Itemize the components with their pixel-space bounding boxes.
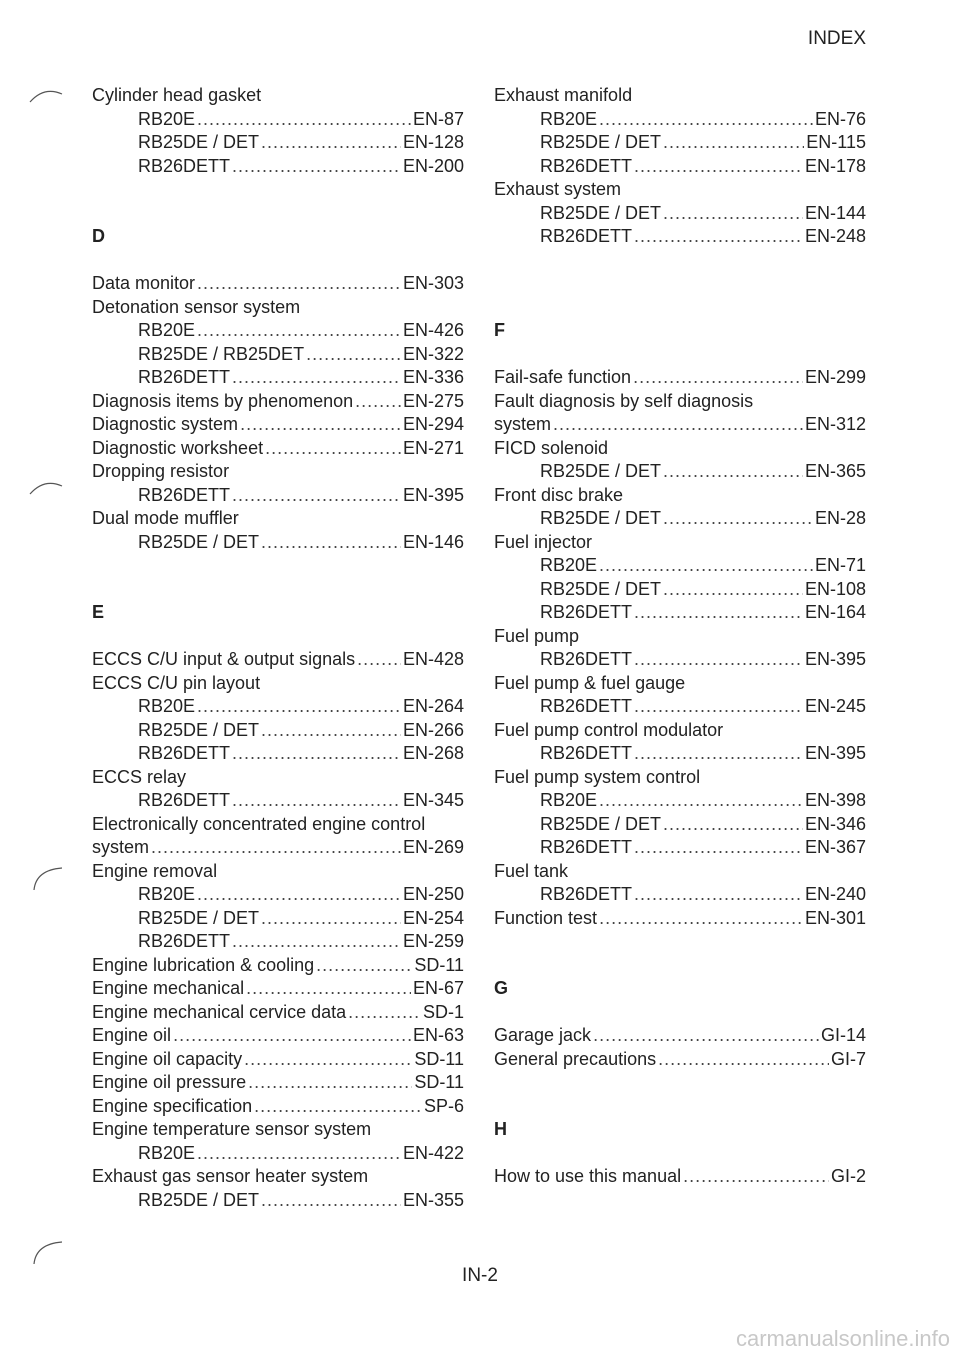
dot-leader	[683, 1165, 829, 1189]
index-group-label: Engine removal	[92, 860, 218, 881]
dot-leader	[663, 507, 813, 531]
dot-leader	[197, 695, 401, 719]
dot-leader	[197, 1142, 401, 1166]
entry-page-ref: EN-365	[804, 461, 866, 481]
dot-leader	[553, 413, 803, 437]
dot-leader	[197, 883, 401, 907]
dot-leader	[316, 954, 412, 978]
entry-page-ref: GI-14	[820, 1025, 866, 1045]
spacer	[494, 272, 866, 296]
index-column-right	[494, 84, 866, 1189]
index-entry	[494, 413, 866, 437]
index-sub-entry	[92, 883, 464, 907]
index-entry	[92, 1001, 464, 1025]
spacer	[494, 343, 866, 367]
index-entry	[92, 390, 464, 414]
dot-leader	[248, 1071, 412, 1095]
entry-page-ref: EN-426	[402, 320, 464, 340]
entry-page-ref: EN-301	[804, 907, 866, 928]
index-group-label: ECCS relay	[92, 766, 187, 787]
entry-label: RB26DETT	[540, 602, 633, 622]
index-sub-entry	[92, 930, 464, 954]
entry-page-ref: EN-398	[804, 790, 866, 810]
dot-leader	[306, 343, 401, 367]
spacer	[92, 249, 464, 273]
index-group-label: Fuel pump & fuel gauge	[494, 672, 686, 693]
entry-page-ref: EN-275	[402, 390, 464, 411]
dot-leader	[261, 1189, 401, 1213]
dot-leader	[593, 1024, 819, 1048]
dot-leader	[663, 460, 803, 484]
entry-label: RB26DETT	[540, 226, 633, 246]
section-letter-heading: F	[494, 320, 505, 340]
entry-label: RB25DE / DET	[138, 1189, 260, 1210]
spacer	[92, 578, 464, 602]
entry-label: RB20E	[138, 320, 196, 340]
spacer	[92, 554, 464, 578]
entry-page-ref: SD-11	[414, 954, 464, 975]
dot-leader	[663, 131, 804, 155]
index-entry	[92, 437, 464, 461]
index-sub-entry	[92, 907, 464, 931]
entry-label: RB26DETT	[138, 931, 231, 951]
dot-leader	[261, 719, 401, 743]
entry-label: RB20E	[138, 1142, 196, 1163]
entry-page-ref: EN-303	[402, 273, 464, 293]
entry-page-ref: EN-322	[402, 343, 464, 364]
entry-page-ref: EN-294	[402, 414, 464, 434]
dot-leader	[634, 648, 803, 672]
index-sub-entry	[494, 695, 866, 719]
dot-leader	[232, 366, 401, 390]
entry-page-ref: EN-146	[402, 531, 464, 552]
dot-leader	[348, 1001, 421, 1025]
index-sub-entry	[92, 1142, 464, 1166]
index-sub-entry	[92, 131, 464, 155]
dot-leader	[232, 930, 401, 954]
entry-label: Engine oil	[92, 1025, 172, 1045]
index-sub-entry	[92, 742, 464, 766]
entry-page-ref: EN-395	[402, 484, 464, 505]
entry-label: RB26DETT	[540, 155, 633, 176]
entry-label: RB20E	[540, 790, 598, 810]
spacer	[494, 954, 866, 978]
entry-label: RB20E	[540, 108, 598, 129]
entry-page-ref: EN-87	[412, 108, 464, 129]
dot-leader	[197, 108, 411, 132]
watermark: carmanualsonline.info	[735, 1326, 950, 1351]
index-group-label: Fuel tank	[494, 860, 569, 881]
index-group-label: Dropping resistor	[92, 461, 230, 481]
entry-page-ref: EN-345	[402, 790, 464, 810]
entry-label: Data monitor	[92, 273, 196, 293]
section-letter-heading: E	[92, 602, 105, 622]
section-letter-heading: G	[494, 978, 509, 998]
entry-page-ref: EN-248	[804, 226, 866, 246]
dot-leader	[599, 789, 803, 813]
spacer	[92, 178, 464, 202]
index-entry	[92, 272, 464, 296]
entry-page-ref: GI-7	[830, 1048, 866, 1069]
index-sub-entry	[494, 202, 866, 226]
entry-page-ref: EN-346	[804, 813, 866, 834]
dot-leader	[265, 437, 401, 461]
index-sub-entry	[92, 719, 464, 743]
index-group-label: Fuel pump	[494, 625, 580, 646]
dot-leader	[355, 390, 401, 414]
index-entry	[494, 1165, 866, 1189]
dot-leader	[197, 272, 401, 296]
entry-label: ECCS C/U input & output signals	[92, 649, 356, 669]
dot-leader	[151, 836, 401, 860]
dot-leader	[599, 554, 813, 578]
index-sub-entry	[92, 484, 464, 508]
entry-page-ref: EN-115	[806, 132, 866, 152]
entry-page-ref: EN-266	[402, 719, 464, 740]
index-sub-entry	[92, 1189, 464, 1213]
index-sub-entry	[494, 225, 866, 249]
index-sub-entry	[92, 789, 464, 813]
index-group-label: Front disc brake	[494, 484, 624, 505]
entry-label: RB25DE / DET	[540, 508, 662, 528]
entry-page-ref: EN-200	[402, 155, 464, 176]
entry-label: RB25DE / DET	[540, 813, 662, 834]
dot-leader	[634, 742, 803, 766]
index-group-label: Engine temperature sensor system	[92, 1119, 372, 1139]
entry-label: Engine lubrication & cooling	[92, 954, 315, 975]
entry-label: Diagnostic system	[92, 414, 239, 434]
index-group-label: Exhaust system	[494, 179, 622, 199]
entry-page-ref: SD-11	[414, 1048, 464, 1069]
entry-page-ref: EN-250	[402, 884, 464, 904]
entry-page-ref: EN-271	[402, 437, 464, 458]
index-group-label: Dual mode muffler	[92, 508, 239, 528]
dot-leader	[634, 836, 803, 860]
entry-page-ref: GI-2	[830, 1166, 866, 1186]
entry-label: RB25DE / RB25DET	[138, 343, 305, 364]
index-entry	[92, 648, 464, 672]
spacer	[92, 202, 464, 226]
entry-label: RB20E	[540, 555, 598, 575]
entry-label: system	[494, 414, 552, 434]
spacer	[494, 249, 866, 273]
dot-leader	[244, 1048, 412, 1072]
index-sub-entry	[92, 343, 464, 367]
entry-label: RB25DE / DET	[540, 132, 662, 152]
entry-page-ref: EN-428	[402, 649, 464, 669]
binder-hole-mark	[28, 862, 66, 892]
index-entry	[494, 907, 866, 931]
entry-label: Diagnostic worksheet	[92, 437, 264, 458]
index-group-label: Cylinder head gasket	[92, 85, 262, 105]
entry-label: RB25DE / DET	[138, 132, 260, 152]
entry-page-ref: SD-1	[422, 1001, 464, 1022]
entry-page-ref: EN-108	[804, 578, 866, 599]
dot-leader	[232, 789, 401, 813]
entry-page-ref: EN-395	[804, 649, 866, 669]
dot-leader	[663, 813, 803, 837]
entry-label: How to use this manual	[494, 1166, 682, 1186]
index-group-label: Electronically concentrated engine control	[92, 813, 426, 834]
binder-hole-mark	[28, 1236, 66, 1266]
entry-label: RB25DE / DET	[138, 531, 260, 552]
index-sub-entry	[494, 601, 866, 625]
entry-page-ref: EN-422	[402, 1142, 464, 1163]
index-entry	[494, 1048, 866, 1072]
entry-page-ref: EN-395	[804, 743, 866, 763]
entry-page-ref: EN-269	[402, 837, 464, 857]
index-group-label: Fuel pump control modulator	[494, 719, 724, 740]
spacer	[494, 1095, 866, 1119]
index-entry	[92, 1048, 464, 1072]
index-group-label: Exhaust gas sensor heater system	[92, 1166, 369, 1186]
dot-leader	[254, 1095, 422, 1119]
dot-leader	[261, 531, 401, 555]
entry-label: Engine oil pressure	[92, 1072, 247, 1092]
index-entry	[494, 366, 866, 390]
dot-leader	[246, 977, 411, 1001]
dot-leader	[599, 907, 803, 931]
entry-label: Garage jack	[494, 1025, 592, 1045]
dot-leader	[197, 319, 401, 343]
index-sub-entry	[494, 108, 866, 132]
index-group-label: Exhaust manifold	[494, 85, 633, 105]
binder-hole-mark	[28, 476, 66, 506]
entry-page-ref: EN-336	[402, 367, 464, 387]
dot-leader	[232, 484, 401, 508]
index-group-label: Fault diagnosis by self diagnosis	[494, 390, 754, 411]
dot-leader	[663, 578, 803, 602]
entry-label: RB26DETT	[138, 155, 231, 176]
entry-page-ref: SP-6	[423, 1095, 464, 1116]
entry-page-ref: EN-264	[402, 696, 464, 716]
entry-page-ref: EN-67	[412, 978, 464, 998]
entry-label: General precautions	[494, 1048, 657, 1069]
index-sub-entry	[92, 155, 464, 179]
entry-label: RB20E	[138, 108, 196, 129]
entry-page-ref: EN-76	[814, 108, 866, 129]
entry-label: RB26DETT	[138, 743, 231, 763]
dot-leader	[663, 202, 803, 226]
index-entry	[92, 1095, 464, 1119]
entry-label: system	[92, 837, 150, 857]
index-sub-entry	[494, 578, 866, 602]
index-sub-entry	[494, 813, 866, 837]
dot-leader	[658, 1048, 829, 1072]
entry-label: RB25DE / DET	[138, 719, 260, 740]
entry-label: RB25DE / DET	[138, 907, 260, 928]
index-sub-entry	[494, 131, 866, 155]
entry-page-ref: EN-245	[804, 696, 866, 716]
spacer	[92, 625, 464, 649]
dot-leader	[173, 1024, 411, 1048]
index-sub-entry	[494, 155, 866, 179]
dot-leader	[261, 131, 401, 155]
dot-leader	[634, 695, 803, 719]
entry-label: RB26DETT	[540, 837, 633, 857]
index-group-label: Detonation sensor system	[92, 296, 301, 317]
entry-page-ref: EN-299	[804, 367, 866, 387]
dot-leader	[357, 648, 401, 672]
spacer	[494, 1142, 866, 1166]
index-column-left	[92, 84, 464, 1212]
index-group-label: ECCS C/U pin layout	[92, 672, 261, 693]
entry-label: RB26DETT	[540, 743, 633, 763]
entry-page-ref: EN-268	[402, 743, 464, 763]
dot-leader	[232, 742, 401, 766]
index-sub-entry	[92, 695, 464, 719]
dot-leader	[634, 155, 803, 179]
section-letter-heading: D	[92, 226, 105, 246]
dot-leader	[261, 907, 401, 931]
entry-label: Diagnosis items by phenomenon	[92, 390, 354, 411]
index-sub-entry	[92, 108, 464, 132]
dot-leader	[634, 883, 803, 907]
entry-page-ref: EN-144	[804, 202, 866, 223]
dot-leader	[633, 366, 803, 390]
entry-label: RB26DETT	[540, 696, 633, 716]
section-letter-heading: H	[494, 1119, 507, 1139]
index-entry	[92, 1024, 464, 1048]
dot-leader	[634, 225, 803, 249]
entry-page-ref: EN-178	[804, 155, 866, 176]
entry-label: RB26DETT	[540, 884, 633, 904]
index-group-label: Fuel injector	[494, 531, 593, 552]
entry-page-ref: EN-240	[804, 884, 866, 904]
index-entry	[92, 977, 464, 1001]
index-sub-entry	[92, 319, 464, 343]
dot-leader	[240, 413, 401, 437]
entry-label: RB26DETT	[138, 367, 231, 387]
spacer	[494, 1071, 866, 1095]
index-entry	[92, 413, 464, 437]
entry-label: RB25DE / DET	[540, 578, 662, 599]
index-sub-entry	[494, 554, 866, 578]
entry-label: RB25DE / DET	[540, 461, 662, 481]
entry-page-ref: EN-28	[814, 508, 866, 528]
entry-page-ref: EN-259	[402, 931, 464, 951]
entry-label: RB26DETT	[138, 484, 231, 505]
entry-page-ref: EN-71	[814, 555, 866, 575]
index-entry	[92, 1071, 464, 1095]
dot-leader	[634, 601, 803, 625]
entry-label: RB26DETT	[540, 649, 633, 669]
dot-leader	[599, 108, 813, 132]
dot-leader	[232, 155, 401, 179]
index-sub-entry	[494, 742, 866, 766]
entry-label: Engine oil capacity	[92, 1048, 243, 1069]
page-number: IN-2	[462, 1265, 498, 1286]
entry-page-ref: EN-355	[402, 1189, 464, 1210]
index-entry	[92, 836, 464, 860]
index-sub-entry	[494, 883, 866, 907]
index-entry	[494, 1024, 866, 1048]
spacer	[494, 1001, 866, 1025]
entry-page-ref: SD-11	[414, 1072, 464, 1092]
entry-page-ref: EN-254	[402, 907, 464, 928]
entry-label: RB20E	[138, 884, 196, 904]
entry-label: RB25DE / DET	[540, 202, 662, 223]
index-group-label: Fuel pump system control	[494, 766, 701, 787]
spacer	[494, 930, 866, 954]
entry-page-ref: EN-128	[402, 132, 464, 152]
index-sub-entry	[92, 531, 464, 555]
binder-hole-mark	[28, 84, 66, 114]
spacer	[494, 296, 866, 320]
entry-page-ref: EN-367	[804, 837, 866, 857]
page-header-title: INDEX	[807, 28, 866, 49]
index-sub-entry	[92, 366, 464, 390]
index-entry	[92, 954, 464, 978]
index-sub-entry	[494, 836, 866, 860]
entry-page-ref: EN-164	[804, 602, 866, 622]
entry-label: Engine specification	[92, 1095, 253, 1116]
entry-page-ref: EN-63	[412, 1025, 464, 1045]
entry-label: Engine mechanical	[92, 978, 245, 998]
entry-label: Fail-safe function	[494, 367, 632, 387]
entry-label: RB20E	[138, 696, 196, 716]
entry-label: Engine mechanical cervice data	[92, 1001, 347, 1022]
index-sub-entry	[494, 789, 866, 813]
index-sub-entry	[494, 460, 866, 484]
index-sub-entry	[494, 648, 866, 672]
entry-label: Function test	[494, 907, 598, 928]
entry-label: RB26DETT	[138, 790, 231, 810]
index-group-label: FICD solenoid	[494, 437, 609, 458]
entry-page-ref: EN-312	[804, 414, 866, 434]
index-sub-entry	[494, 507, 866, 531]
